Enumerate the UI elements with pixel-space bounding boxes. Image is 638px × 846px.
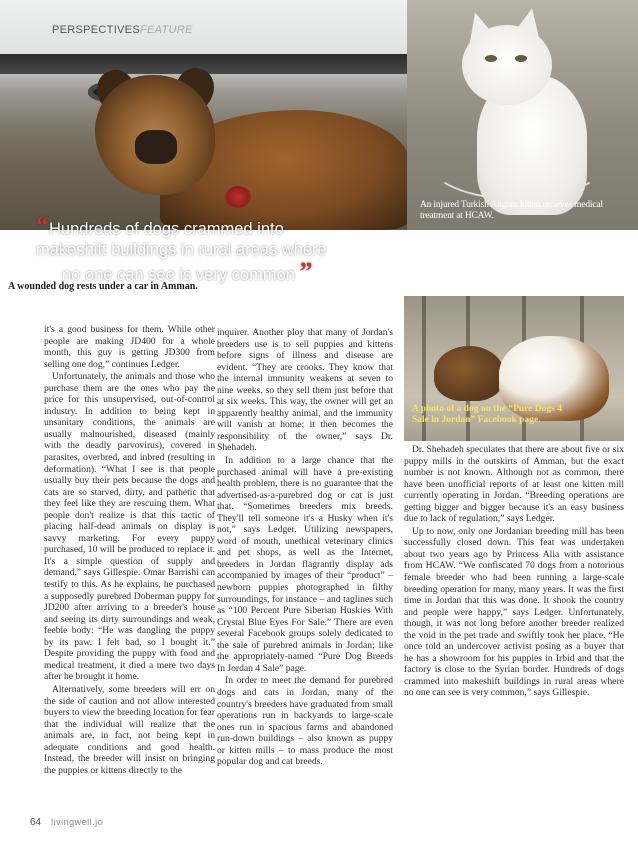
article-column-2 bbox=[217, 327, 393, 769]
paragraph: Alternatively, some breeders will err on the side of caution and not allow interested buyers to view the breeding location for fear that the individual will realize that the animals are, in fact, not being kept in adequate conditions and good health. Instead, the breeder will insist on bringing the puppies or kittens directly to the bbox=[44, 683, 215, 776]
kitten-head bbox=[462, 25, 552, 105]
feature-label: FEATURE bbox=[139, 24, 193, 36]
pull-quote-line-3: no one can see is very common bbox=[62, 266, 295, 284]
brown-puppy bbox=[434, 346, 504, 401]
open-quote-mark: “ bbox=[36, 211, 49, 240]
close-quote-mark: ” bbox=[299, 257, 313, 286]
site-name: livingwell.jo bbox=[51, 817, 104, 827]
dog-caption: A wounded dog rests under a car in Amman. bbox=[8, 281, 198, 292]
puppies-caption: A photo of a dog on the “Pure Dogs 4 Sale in Jordan” Facebook page. bbox=[412, 404, 562, 425]
pull-quote-line-1: Hundreds of dogs crammed into bbox=[49, 220, 284, 238]
paragraph: it's a good business for them. While other people are making JD400 for a whole month, this guy is getting JD300 from selling one dog,” continues Ledger. bbox=[44, 324, 215, 370]
paragraph: Dr. Shehadeh speculates that there are about five or six puppy mills in the outskirts of Amman, but the exact number is not known. Although not as common, there have been unofficial reports of at least one kitten mill currently operating in Jordan. “Breeding operations are getting bigger and bigger because it's an easy business due to lack of regulation,” says Ledger. bbox=[404, 444, 624, 525]
kitten-eye-left bbox=[485, 55, 497, 62]
kitten-caption: An injured Turkish Angora kitten recieves medical treatment at HCAW. bbox=[420, 200, 603, 221]
section-label: PERSPECTIVES bbox=[52, 24, 140, 36]
page-footer bbox=[30, 817, 103, 828]
article-column-1 bbox=[44, 324, 215, 777]
pull-quote bbox=[36, 211, 356, 286]
kitten-eye-right bbox=[515, 55, 527, 62]
section-header bbox=[52, 24, 193, 36]
article-column-3 bbox=[404, 444, 624, 700]
paragraph: inquirer. Another ploy that many of Jordan's breeders use is to sell puppies and kittens before signs of illness and disease are evident. “They are crooks. They know that the internal immunity weakens at seven to nine weeks, so they sell them just before that at six weeks. This way, the owner will get an apparently healthy animal, and the immunity will vanish at home; it then becomes the responsibility of the owner,” says Dr. Shehadeh. bbox=[217, 327, 393, 454]
paragraph: Up to now, only one Jordanian breeding mill has been successfully closed down. This feat was undertaken about two years ago by Princess Alia with assistance from HCAW. “We confiscated 70 dogs from a notorious female breeder who had been running a large-scale breeding operation for many, many years. It was the first time in Jordan that this was done. It shook the country and people were happy,” says Ledger. Unfortunately, though, it was not long before another breeder realized the void in the pet trade and swiftly took her place. “He once told an undercover activist posing as a buyer that he has a showroom for his puppies in Irbid and that the factory is close to the Syrian border. Hundreds of dogs crammed into makeshift buildings in rural areas where no one can see is very common,” says Gillespie. bbox=[404, 525, 624, 699]
dog-wound bbox=[225, 186, 251, 208]
page-number: 64 bbox=[30, 817, 42, 828]
paragraph: In order to meet the demand for purebred dogs and cats in Jordan, many of the country's breeders have graduated from small operations run in backyards to large-scale ones run in spacious farms and abandoned run-down buildings – also known as puppy or kitten mills – to mass produce the most popular dog and cat breeds. bbox=[217, 675, 393, 768]
dog-snout bbox=[135, 130, 177, 164]
paragraph: In addition to a large chance that the purchased animal will have a pre-existing health problem, there is no guarantee that the advertised-as-a-purebred dog or cat is just that. “Sometimes breeders mix breeds. They'll tell someone it's a Husky when it's not,” says Ledger. Utilizing newspapers, word of mouth, unethical veterinary clinics and pet shops, as well as the Internet, breeders in Jordan flagrantly display ads accompanied by images of their “product” – newborn puppies photographed in filthy surroundings, for instance – and taglines such as “100 Percent Pure Siberian Huskies With Crystal Blue Eyes For Sale.” There are even several Facebook groups solely dedicated to the sale of purebred animals in Jordan; like the appropriately-named “Pure Dog Breeds In Jordan 4 Sale” page. bbox=[217, 455, 393, 674]
paragraph: Unfortunately, the animals and those who purchase them are the ones who pay the price for this unsupervised, out-of-control industry. In addition to being kept in unsanitary conditions, the animals are usually malnourished, diseased (mainly with the deadly parvovirus), covered in parasites, overbred, and inbred (resulting in deformation). “What I see is that people usually buy their pets because the dogs and cats are so starved, dirty, and pathetic that they feel like they are rescuing them. What people don't realize is that this tactic of placing half-dead animals on display is savvy marketing. For every puppy purchased, 10 will be produced to replace it. It's a simple question of supply and demand,” says Gillespie. Omar Barrishi can testify to this. As he explains, he purchased a supposedly purebred Doberman puppy for JD200 after arriving to a breeder's house and seeing its dirty surroundings and weak, feeble body: “He was dangling the puppy by its paw. I felt bad, so I bought it.” Despite providing the puppy with food and medical treatment, it died a mere two days after he brought it home. bbox=[44, 371, 215, 683]
pull-quote-line-2: makeshift buildings in rural areas where bbox=[36, 241, 327, 259]
photo-injured-kitten bbox=[407, 0, 638, 230]
